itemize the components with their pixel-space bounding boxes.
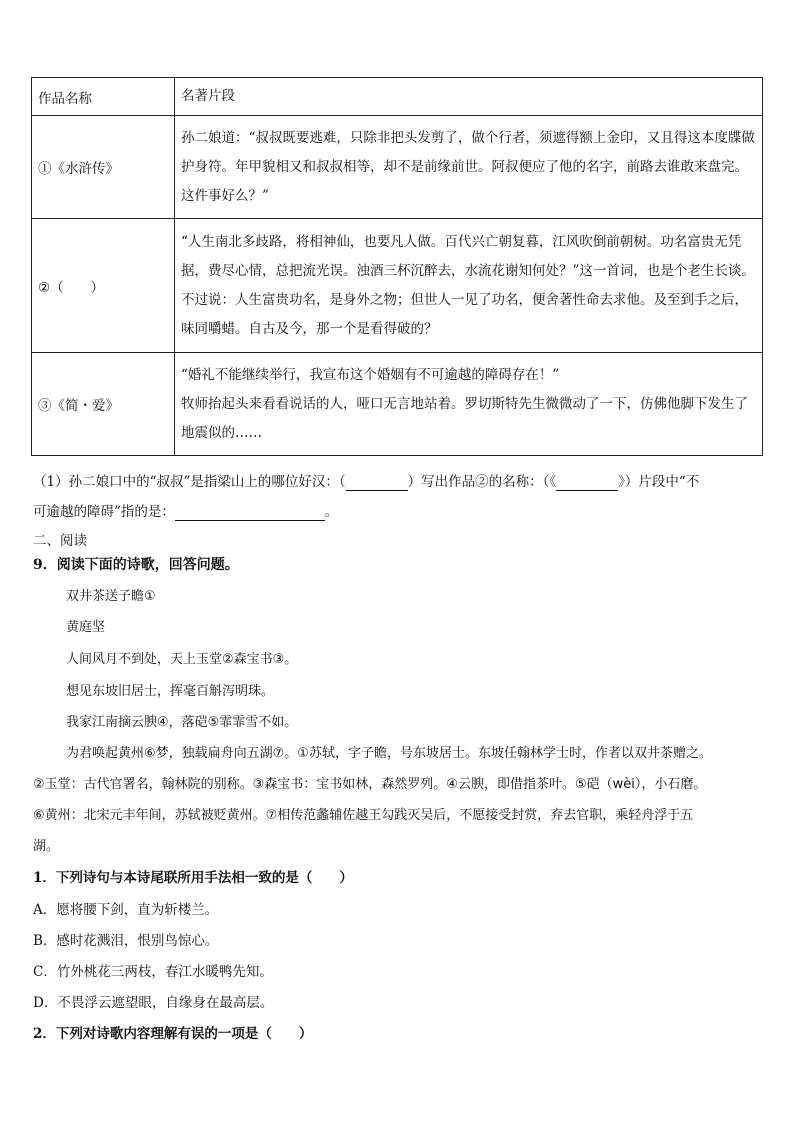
question-text: ）写出作品②的名称：（《	[407, 474, 557, 490]
option-a[interactable]: A．愿将腰下剑，直为斩楼兰。	[33, 902, 219, 918]
excerpt-line: “婚礼不能继续举行，我宣布这个婚姻有不可逾越的障碍存在！”	[181, 366, 560, 383]
work-excerpt: 孙二娘道：“叔叔既要逃难，只除非把头发剪了，做个行者，须遮得额上金印，又且得这本度牒做护身符。年甲貌相又和叔叔相等，却不是前缘前世。阿叔便应了他的名字，前路去谁敢来盘完。这件事好么？”	[175, 116, 763, 219]
option-d[interactable]: D．不畏浮云遮望眼，自缘身在最高层。	[33, 995, 274, 1011]
question-text: 》）片段中“不	[618, 474, 700, 490]
poem-notes-line: ⑥黄州：北宋元丰年间，苏轼被贬黄州。⑦相传范蠡辅佐越王勾践灭吴后，不愿接受封赏，弃去官职，乘轻舟浮于五	[33, 808, 694, 823]
work-title: ③《简・爱》	[32, 353, 175, 456]
poem-notes-line: 湖。	[33, 839, 60, 854]
option-c[interactable]: C．竹外桃花三两枝，春江水暖鸭先知。	[33, 964, 273, 980]
table-header-row	[32, 78, 763, 116]
header-excerpt: 名著片段	[175, 78, 763, 116]
section-title: 二、阅读	[33, 533, 87, 549]
question-8-line-1	[33, 470, 699, 491]
poem-notes-line: ②玉堂：古代官署名，翰林院的别称。③森宝书：宝书如林，森然罗列。④云腴，即借指茶叶。⑤硙（wèi），小石磨。	[33, 777, 707, 792]
question-text: （1）孙二娘口中的“叔叔”是指梁山上的哪位好汉：（	[33, 474, 346, 490]
question-text: 。	[324, 504, 339, 520]
work-title: ①《水浒传》	[32, 116, 175, 219]
poem-author: 黄庭坚	[66, 620, 106, 635]
poem-line: 我家江南摘云腴④，落硙⑤霏霏雪不如。	[66, 715, 298, 730]
header-work-name: 作品名称	[32, 78, 175, 116]
work-excerpt	[175, 353, 763, 456]
poem-line: 想见东坡旧居士，挥毫百斛泻明珠。	[66, 684, 275, 699]
question-8-line-2	[33, 500, 338, 521]
sub-question-stem: 2．下列对诗歌内容理解有误的一项是（ ）	[33, 1026, 313, 1042]
works-table	[31, 77, 763, 456]
poem-line: 人间风月不到处，天上玉堂②森宝书③。	[66, 652, 298, 667]
work-excerpt: “人生南北多歧路，将相神仙，也要凡人做。百代兴亡朝复暮，江风吹倒前朝树。功名富贵无凭据，费尽心情，总把流光误。浊酒三杯沉醉去，水流花谢知何处？”这一首词，也是个老生长谈。不过说：人生富贵功名，是身外之物；但世人一见了功名，便舍著性命去求他。及至到手之后，味同嚼蜡。自古及今，那一个是看得破的？	[175, 219, 763, 353]
sub-question-stem: 1．下列诗句与本诗尾联所用手法相一致的是（ ）	[33, 870, 353, 886]
poem-title: 双井茶送子瞻①	[66, 589, 156, 604]
answer-blank[interactable]	[175, 504, 325, 521]
table-row	[32, 353, 763, 456]
answer-blank[interactable]	[346, 474, 408, 491]
work-title: ②（ ）	[32, 219, 175, 353]
poem-notes-line: 为君唤起黄州⑥梦，独载扁舟向五湖⑦。①苏轼，字子瞻，号东坡居士。东坡任翰林学士时，作者以双井茶赠之。	[66, 746, 712, 761]
table-row	[32, 219, 763, 353]
option-b[interactable]: B．感时花溅泪，恨别鸟惊心。	[33, 933, 219, 949]
excerpt-line: 牧师抬起头来看看说话的人，哑口无言地站着。罗切斯特先生微微动了一下，仿佛他脚下发生了地震似的……	[181, 395, 748, 441]
question-9-prompt: 9．阅读下面的诗歌，回答问题。	[33, 557, 239, 573]
table-row	[32, 116, 763, 219]
question-text: 可逾越的障碍”指的是：	[33, 504, 175, 520]
answer-blank[interactable]	[556, 474, 618, 491]
